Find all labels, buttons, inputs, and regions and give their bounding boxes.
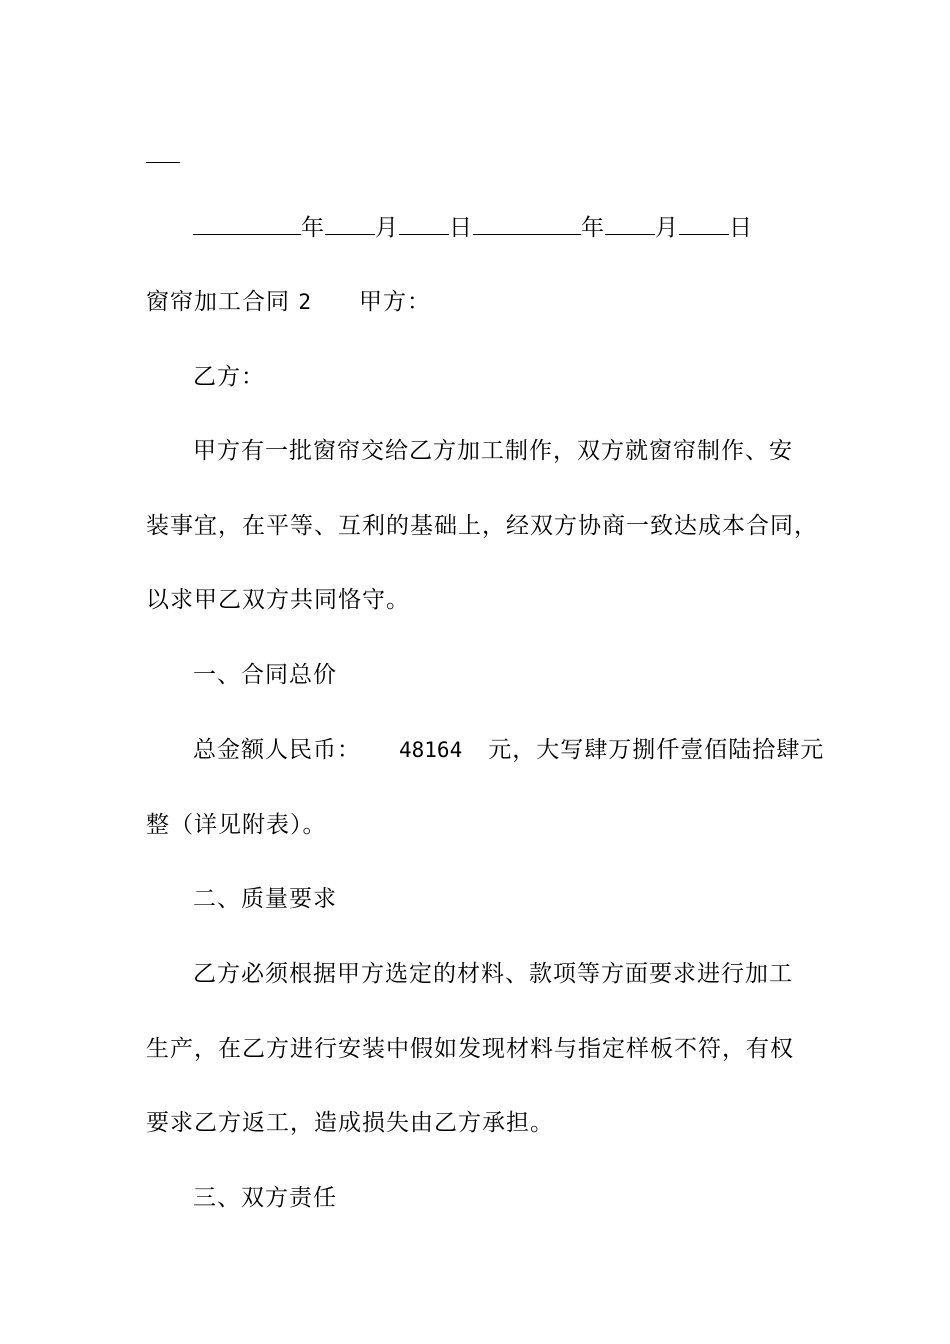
- month-label-b: 月: [655, 215, 679, 241]
- year-label-b: 年: [581, 215, 605, 241]
- amount-tail: 整（详见附表）。: [146, 812, 327, 838]
- day-blank-a: [399, 212, 449, 235]
- contract-title-line: [146, 287, 431, 317]
- section1-heading: 一、合同总价: [193, 662, 337, 688]
- year-blank-a: [193, 212, 301, 235]
- day-label-b: 日: [729, 215, 753, 241]
- day-label-a: 日: [449, 215, 473, 241]
- amount-line: [193, 735, 824, 765]
- month-blank-a: [325, 212, 375, 235]
- intro-line-1: 甲方有一批窗帘交给乙方加工制作，双方就窗帘制作、安: [193, 438, 793, 464]
- quality-line-2: 生产，在乙方进行安装中假如发现材料与指定样板不符，有权: [146, 1036, 794, 1062]
- amount-label: 总金额人民币：: [193, 737, 361, 763]
- year-blank-b: [473, 212, 581, 235]
- section3-heading: 三、双方责任: [193, 1185, 337, 1211]
- contract-number: 2: [298, 290, 311, 314]
- amount-text: 元，大写肆万捌仟壹佰陆拾肆元: [488, 737, 825, 763]
- month-label-a: 月: [375, 215, 399, 241]
- year-label-a: 年: [301, 215, 325, 241]
- day-blank-b: [679, 212, 729, 235]
- party-a-label: 甲方：: [358, 289, 431, 315]
- section2-heading: 二、质量要求: [193, 886, 337, 912]
- signature-rule: [146, 162, 180, 163]
- amount-value: 48164: [399, 738, 463, 762]
- contract-title: 窗帘加工合同: [146, 289, 290, 315]
- quality-line-1: 乙方必须根据甲方选定的材料、款项等方面要求进行加工: [193, 961, 793, 987]
- party-b-label: 乙方：: [193, 364, 265, 390]
- intro-line-2: 装事宜，在平等、互利的基础上，经双方协商一致达成本合同，: [146, 513, 818, 539]
- signature-date-line: [193, 212, 753, 243]
- quality-line-3: 要求乙方返工，造成损失由乙方承担。: [146, 1110, 554, 1136]
- intro-line-3: 以求甲乙双方共同恪守。: [146, 587, 410, 613]
- month-blank-b: [605, 212, 655, 235]
